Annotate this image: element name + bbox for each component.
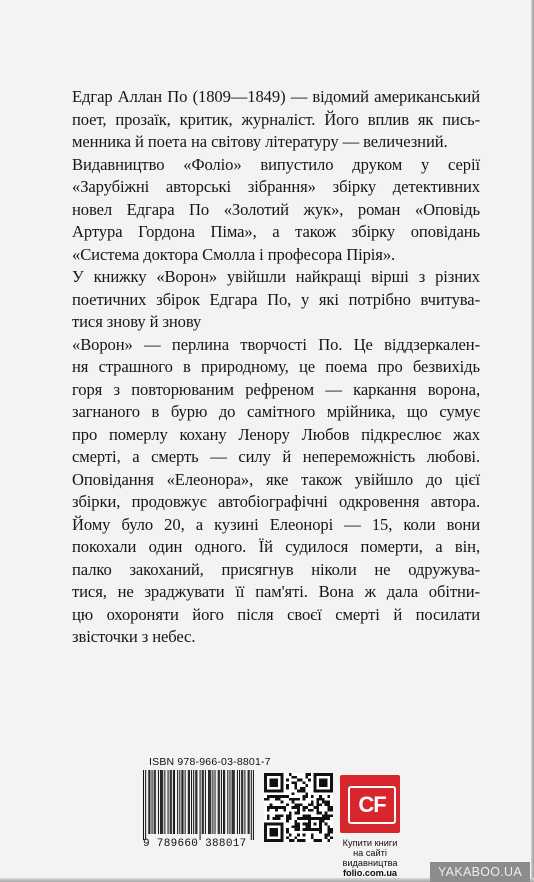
text-line: тися знову й знову xyxy=(72,312,202,331)
buy-line: на сайті xyxy=(353,848,387,858)
text-line: загнаного в бурю до самітного мрійника, що сумує xyxy=(72,402,480,421)
text-line: звісточки з небес. xyxy=(72,627,196,646)
barcode-icon xyxy=(143,770,254,840)
text-line: цю охороняти його після своєї смерті й посилати xyxy=(72,604,480,624)
text-line: менника й поета на світову літературу — величезний. xyxy=(72,132,448,151)
text-line: Артура Гордона Піма», а також збірку оповідань xyxy=(72,222,480,241)
buy-line: Купити книги xyxy=(342,838,398,848)
text-line: поетичних збірок Едгара По, у які потрібно вчитува- xyxy=(72,289,480,309)
text-line: покохали один одного. Їй судилося померти, а він, xyxy=(72,537,480,556)
watermark: YAKABOO.UA xyxy=(430,862,530,882)
qr-code-icon xyxy=(264,773,333,842)
publisher-logo-mark: CF xyxy=(348,786,396,824)
text-line: У книжку «Ворон» увійшли найкращі вірші з різних xyxy=(72,267,480,286)
isbn-label: ISBN 978-966-03-8801-7 xyxy=(149,756,271,768)
text-line: горя з повторюваним рефреном — каркання ворона, xyxy=(72,379,480,399)
text-line: поет, прозаїк, критик, журналіст. Його вплив як пись- xyxy=(72,109,480,129)
annotation-text xyxy=(72,86,480,649)
buy-line: видавництва xyxy=(342,858,398,868)
publisher-logo xyxy=(340,775,400,833)
text-line: збірки, продовжує автобіографічні одкровення автора. xyxy=(72,492,480,511)
text-line: «Зарубіжні авторські зібрання» збірку детективних xyxy=(72,177,480,196)
text-line: про померлу кохану Ленору Любов підкреслює жах xyxy=(72,424,480,444)
text-line: «Система доктора Смолла і професора Пірія». xyxy=(72,244,396,264)
barcode-digits: 9 789660 388017 xyxy=(143,838,247,850)
text-line: Едгар Аллан По (1809—1849) — відомий американський xyxy=(72,87,480,106)
text-line: Видавництво «Фоліо» випустило друком у серії xyxy=(72,154,480,174)
text-line: новел Едгара По «Золотий жук», роман «Оповідь xyxy=(72,199,480,219)
text-line: смерті, а смерть — силу й непереможність любові. xyxy=(72,447,480,466)
text-line: Йому було 20, а кузині Елеонорі — 15, коли вони xyxy=(72,514,480,534)
text-line: Оповідання «Елеонора», яке також увійшло до цієї xyxy=(72,469,480,489)
text-line: палко закоханий, присягнув ніколи не одружува- xyxy=(72,559,480,579)
text-line: ня страшного в природному, це поема про безвихідь xyxy=(72,357,480,376)
publisher-site-link[interactable]: folio.com.ua xyxy=(342,868,398,878)
publisher-buy-note xyxy=(339,838,401,878)
text-line: тися, не зраджувати її пам'яті. Вона ж дала обітни- xyxy=(72,582,480,601)
text-line: «Ворон» — перлина творчості По. Це віддзеркален- xyxy=(72,334,480,354)
